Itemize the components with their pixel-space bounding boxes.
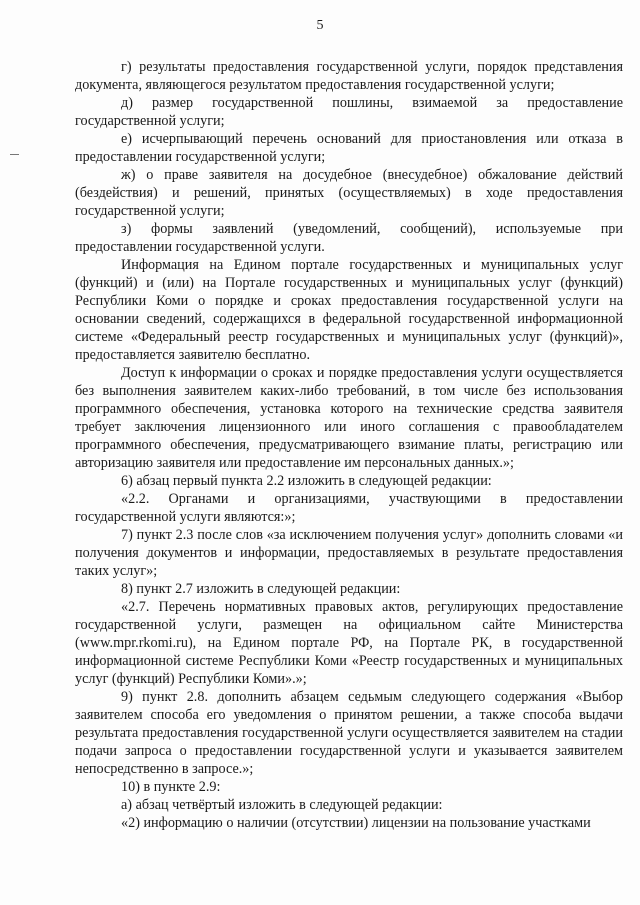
paragraph-results: г) результаты предоставления государственной услуги, порядок представления документа, являющегося результатом предоставления государственной услуги; — [75, 59, 623, 93]
paragraph-state-fee: д) размер государственной пошлины, взимаемой за предоставление государственной услуги; — [75, 95, 623, 129]
paragraph-item-9: 9) пункт 2.8. дополнить абзацем седьмым следующего содержания «Выбор заявителем способа его уведомления о принятом решении, а также способа выдачи результата предоставления государственной услуги осуществляется заявителем на стадии подачи запроса о предоставлении государственной услуги и указывается заявителем непосредственно в запросе.»; — [75, 689, 623, 777]
document-body — [75, 58, 623, 832]
paragraph-item-6: 6) абзац первый пункта 2.2 изложить в следующей редакции: — [121, 473, 492, 489]
paragraph-subitem-a: а) абзац четвёртый изложить в следующей редакции: — [121, 797, 443, 813]
paragraph-grounds-refusal: е) исчерпывающий перечень оснований для приостановления или отказа в предоставлении государственной услуги; — [75, 131, 623, 165]
paragraph-access-to-information: Доступ к информации о сроках и порядке предоставления услуги осуществляется без выполнения заявителем каких-либо требований, в том числе без использования программного обеспечения, установка которого на технические средства заявителя требует заключения лицензионного или иного соглашения с правообладателем программного обеспечения, предусматривающего взимание платы, регистрацию или авторизацию заявителя или предоставление им персональных данных.»; — [75, 365, 623, 471]
paragraph-item-7: 7) пункт 2.3 после слов «за исключением получения услуг» дополнить словами «и получения документов и информации, предоставляемых в результате предоставления таких услуг»; — [75, 527, 623, 579]
paragraph-item-10: 10) в пункте 2.9: — [121, 779, 221, 795]
paragraph-clause-2-7: «2.7. Перечень нормативных правовых актов, регулирующих предоставление государственной услуги, размещен на официальном сайте Министерства (www.mpr.rkomi.ru), на Едином портале РФ, на Портале РК, в государственной информационной системе Республики Коми «Реестр государственных и муниципальных услуг (функций) Республики Коми».»; — [75, 599, 623, 687]
margin-mark — [10, 154, 19, 155]
paragraph-item-8: 8) пункт 2.7 изложить в следующей редакции: — [121, 581, 401, 597]
paragraph-right-to-appeal: ж) о праве заявителя на досудебное (внесудебное) обжалование действий (бездействия) и решений, принятых (осуществляемых) в ходе предоставления государственной услуги; — [75, 167, 623, 219]
paragraph-application-forms: з) формы заявлений (уведомлений, сообщений), используемые при предоставлении государственной услуги. — [75, 221, 623, 255]
page-number: 5 — [316, 18, 324, 33]
paragraph-license-info: «2) информацию о наличии (отсутствии) лицензии на пользование участками — [121, 815, 591, 831]
paragraph-portal-information: Информация на Едином портале государственных и муниципальных услуг (функций) и (или) на Портале государственных и муниципальных услуг (функций) Республики Коми о порядке и сроках предоставления государственной услуги на основании сведений, содержащихся в федеральной государственной информационной системе «Федеральный реестр государственных и муниципальных услуг (функций)», предоставляется заявителю бесплатно. — [75, 257, 623, 363]
paragraph-clause-2-2: «2.2. Органами и организациями, участвующими в предоставлении государственной услуги являются:»; — [75, 491, 623, 525]
